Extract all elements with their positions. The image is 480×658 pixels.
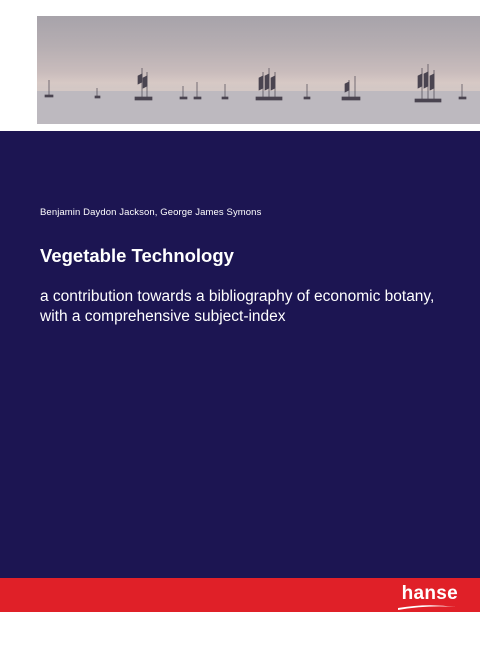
publisher-logo-text: hanse xyxy=(401,583,458,604)
publisher-logo xyxy=(0,578,480,612)
cover-photo-tall-ships xyxy=(37,16,480,124)
logo-swoosh-icon xyxy=(398,604,456,610)
sailing-ships-illustration xyxy=(37,16,480,124)
book-authors: Benjamin Daydon Jackson, George James Symons xyxy=(40,207,262,218)
book-title: Vegetable Technology xyxy=(40,245,234,266)
book-subtitle: a contribution towards a bibliography of economic botany, with a comprehensive subject-index xyxy=(40,288,435,325)
cover-panel xyxy=(0,131,480,578)
